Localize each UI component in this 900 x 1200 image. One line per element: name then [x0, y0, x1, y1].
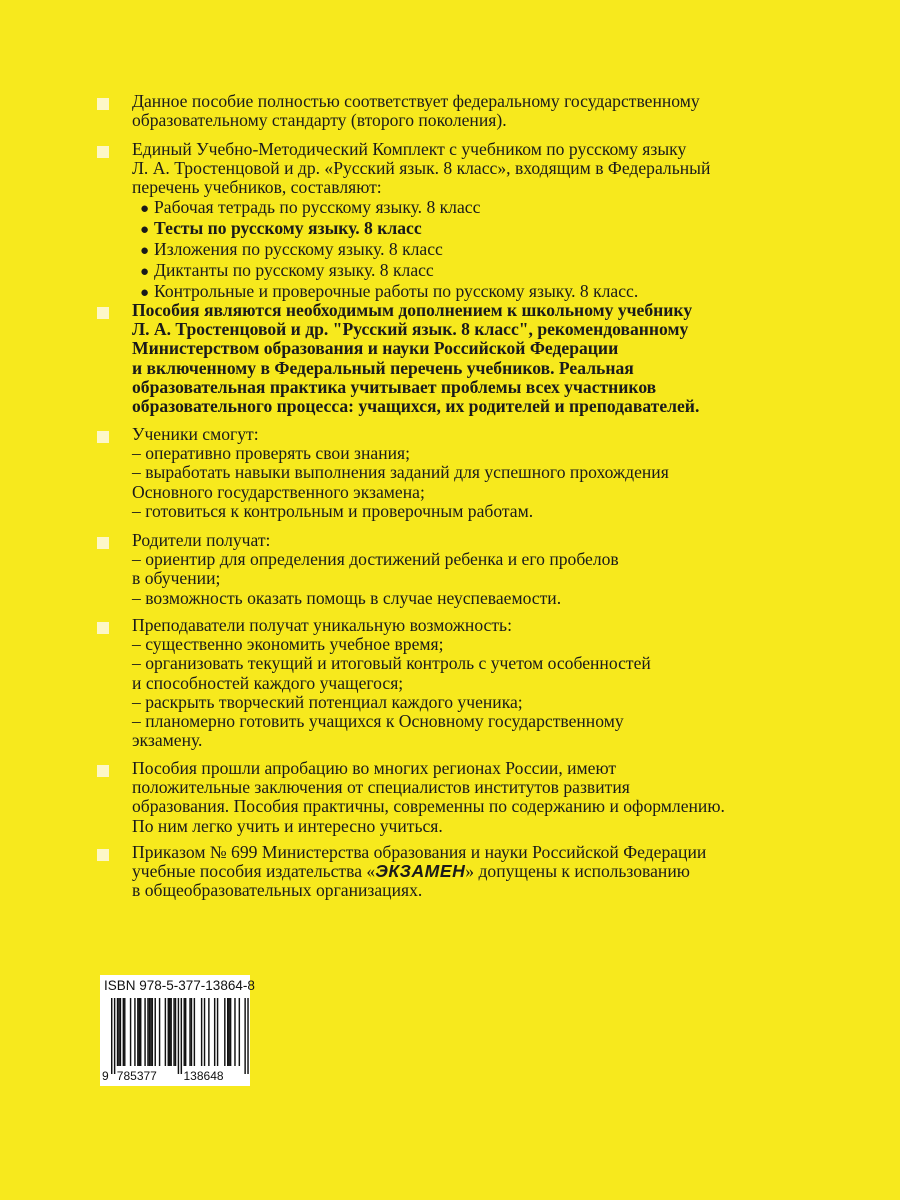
barcode-bar: [178, 998, 179, 1074]
barcode-bar: [114, 998, 115, 1074]
text-line: и способностей каждого учащегося;: [132, 672, 404, 693]
square-bullet-icon: [97, 537, 109, 549]
list-item: ● Тесты по русскому языку. 8 класс: [140, 219, 852, 240]
text-line: в обучении;: [132, 568, 221, 589]
isbn-barcode-box: [100, 975, 255, 1086]
barcode-bar: [124, 998, 125, 1066]
barcode-bar: [244, 998, 245, 1074]
barcode-bar: [204, 998, 205, 1066]
barcode-bar: [149, 998, 150, 1066]
barcode-bar: [217, 998, 218, 1066]
barcode-bar: [118, 998, 119, 1066]
bullet-dot-icon: ●: [140, 264, 150, 281]
text-line: Основного государственного экзамена;: [132, 481, 425, 502]
square-bullet-icon: [97, 146, 109, 158]
barcode-digits: 138648: [183, 1069, 224, 1083]
list-item: ● Рабочая тетрадь по русскому языку. 8 класс: [140, 198, 852, 219]
barcode-bar: [224, 998, 225, 1066]
text-line: и включенному в Федеральный перечень учебников. Реальная: [132, 357, 634, 378]
bullet-dot-icon: ●: [140, 221, 150, 238]
barcode-bar: [137, 998, 138, 1066]
barcode-bar: [208, 998, 209, 1066]
barcode-bar: [214, 998, 215, 1066]
barcode-bar: [234, 998, 235, 1066]
barcode-bar: [134, 998, 135, 1066]
barcode-bar: [239, 998, 240, 1066]
barcode-bar: [189, 998, 190, 1066]
text-line: Ученики смогут:: [132, 424, 259, 444]
barcode-bar: [152, 998, 153, 1066]
barcode-bar: [147, 998, 148, 1066]
text-line: – планомерно готовить учащихся к Основному государственному: [132, 711, 624, 732]
text-line: – раскрыть творческий потенциал каждого ученика;: [132, 691, 523, 712]
list-item: ● Контрольные и проверочные работы по русскому языку. 8 класс.: [140, 282, 852, 303]
text-line: Преподаватели получат уникальную возможность:: [132, 615, 512, 635]
barcode-bar: [170, 998, 171, 1066]
text-line: положительные заключения от специалистов институтов развития: [132, 777, 630, 798]
square-bullet-icon: [97, 765, 109, 777]
square-bullet-icon: [97, 622, 109, 634]
text-line: Приказом № 699 Министерства образования и науки Российской Федерации: [132, 842, 707, 862]
barcode-bar: [144, 998, 145, 1066]
barcode-bar: [181, 998, 182, 1074]
list-item: ● Диктанты по русскому языку. 8 класс: [140, 261, 852, 282]
square-bullet-icon: [97, 431, 109, 443]
text-line: – готовиться к контрольным и проверочным работам.: [132, 500, 534, 521]
list-item: ● Изложения по русскому языку. 8 класс: [140, 240, 852, 261]
square-bullet-icon: [97, 98, 109, 110]
barcode-bar: [117, 998, 118, 1066]
barcode-bar: [184, 998, 185, 1066]
text-line: Министерством образования и науки Российской Федерации: [132, 338, 619, 359]
barcode-bar: [150, 998, 151, 1066]
barcode-bar: [175, 998, 176, 1066]
text-line: – существенно экономить учебное время;: [132, 634, 444, 655]
bullet-dot-icon: ●: [140, 285, 150, 302]
text-line: учебные пособия издательства «ЭКЗАМЕН» допущены к использованию: [132, 861, 690, 882]
text-line: – организовать текущий и итоговый контроль с учетом особенностей: [132, 653, 651, 674]
square-bullet-icon: [97, 849, 109, 861]
text-line: образовательному стандарту (второго поколения).: [132, 110, 507, 131]
barcode-bar: [247, 998, 248, 1074]
text-line: Пособия являются необходимым дополнением к школьному учебнику: [132, 300, 693, 320]
barcode-bar: [227, 998, 228, 1066]
barcode-bar: [140, 998, 141, 1066]
barcode-bar: [173, 998, 174, 1066]
text-line: Л. А. Тростенцовой и др. "Русский язык. 8 класс", рекомендованному: [132, 319, 689, 340]
barcode-bar: [123, 998, 124, 1066]
barcode-bar: [139, 998, 140, 1066]
publisher-name: ЭКЗАМЕН: [375, 861, 466, 882]
barcode-bar: [111, 998, 112, 1074]
barcode-bar: [120, 998, 121, 1066]
text-line: образовательного процесса: учащихся, их родителей и преподавателей.: [132, 396, 700, 417]
barcode-bar: [230, 998, 231, 1066]
barcode-digits: 9: [102, 1069, 109, 1083]
barcode-bar: [155, 998, 156, 1066]
text-line: Пособия прошли апробацию во многих регионах России, имеют: [132, 758, 617, 778]
barcode-bar: [201, 998, 202, 1066]
text-line: – ориентир для определения достижений ребенка и его пробелов: [132, 549, 619, 570]
text-line: По ним легко учить и интересно учиться.: [132, 815, 443, 836]
barcode-bar: [130, 998, 131, 1066]
text-line: в общеобразовательных организациях.: [132, 880, 423, 901]
barcode-image: [100, 996, 250, 1086]
barcode-bar: [194, 998, 195, 1066]
barcode-bar: [165, 998, 166, 1066]
barcode-bar: [168, 998, 169, 1066]
text-line: – оперативно проверять свои знания;: [132, 443, 411, 464]
barcode-bar: [185, 998, 186, 1066]
text-line: образования. Пособия практичны, современны по содержанию и оформлению.: [132, 796, 725, 817]
text-line: перечень учебников, составляют:: [132, 177, 382, 198]
text-line: Данное пособие полностью соответствует федеральному государственному: [132, 91, 700, 111]
text-line: Л. А. Тростенцовой и др. «Русский язык. 8 класс», входящим в Федеральный: [132, 158, 711, 179]
barcode-bar: [169, 998, 170, 1066]
text-line: Родители получат:: [132, 530, 271, 550]
text-line: экзамену.: [132, 730, 203, 751]
square-bullet-icon: [97, 307, 109, 319]
text-line: образовательная практика учитывает проблемы всех участников: [132, 376, 657, 397]
isbn-label: ISBN 978-5-377-13864-8: [104, 978, 255, 993]
barcode-bar: [228, 998, 229, 1066]
barcode-bar: [191, 998, 192, 1066]
bullet-dot-icon: ●: [140, 243, 150, 260]
text-line: – возможность оказать помощь в случае неуспеваемости.: [132, 587, 562, 608]
bullet-dot-icon: ●: [140, 200, 150, 217]
barcode-bar: [159, 998, 160, 1066]
barcode-digits: 785377: [116, 1069, 157, 1083]
text-line: – выработать навыки выполнения заданий для успешного прохождения: [132, 462, 669, 483]
text-line: Единый Учебно-Методический Комплект с учебником по русскому языку: [132, 139, 687, 159]
